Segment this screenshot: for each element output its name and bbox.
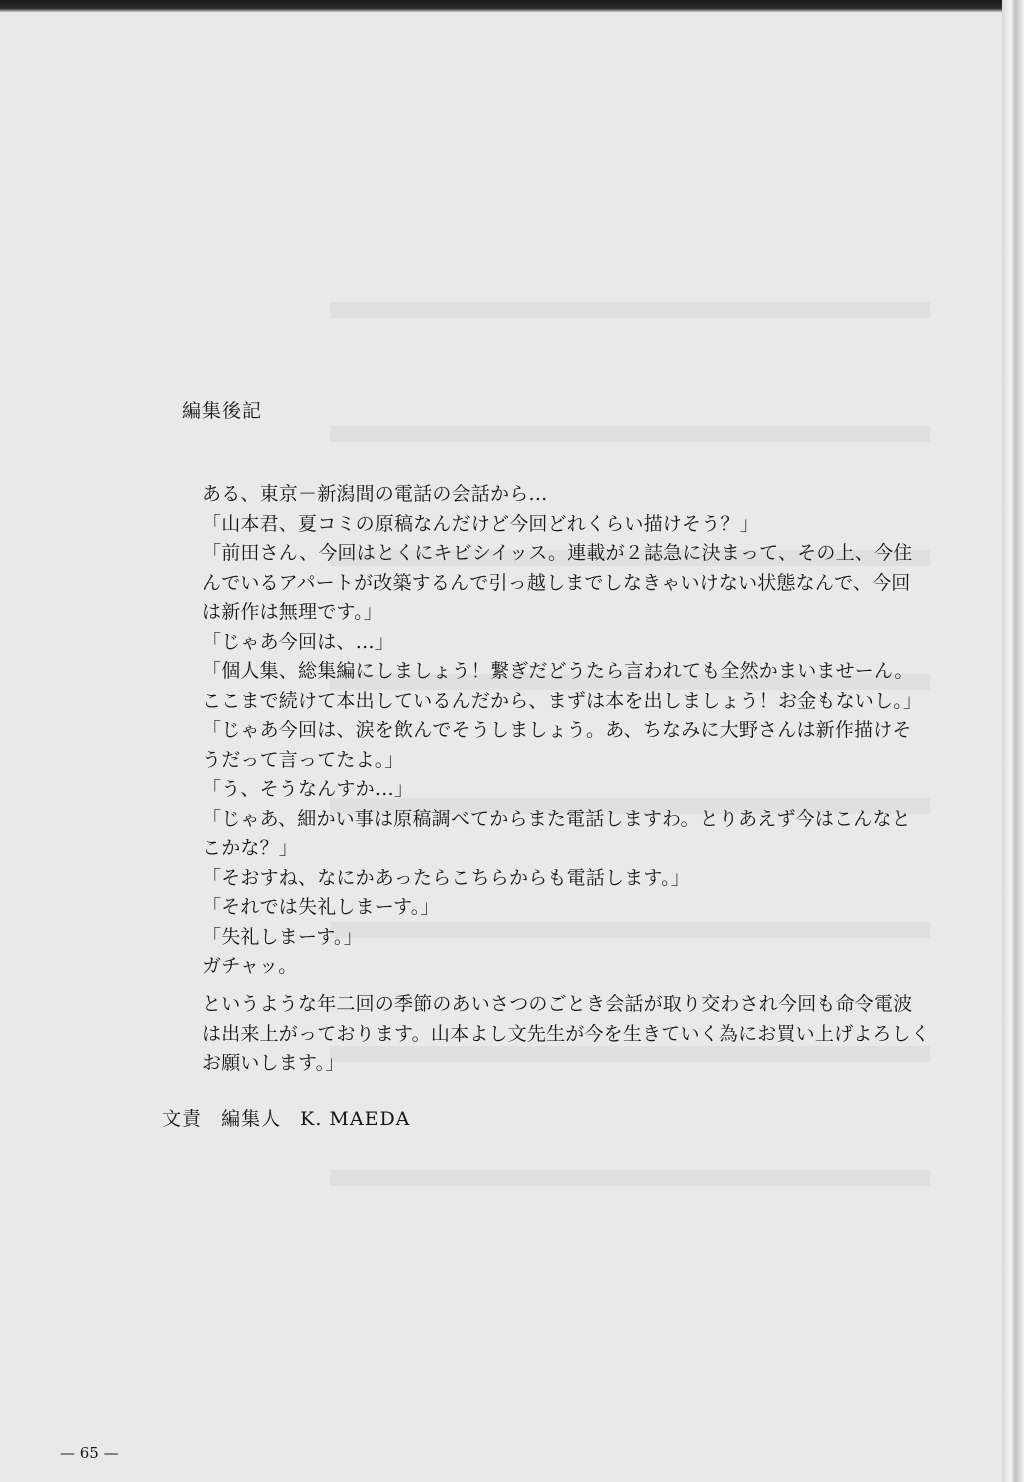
- closing-line: というような年二回の季節のあいさつのごとき会話が取り交わされ今回も命令電波: [202, 993, 913, 1015]
- dialogue-line: は新作は無理です。」: [202, 601, 383, 623]
- dialogue-line: 「じゃあ今回は、…」: [202, 630, 395, 653]
- dialogue-line: ここまで続けて本出しているんだから、まずは本を出しましょう！お金もないし。」: [202, 689, 923, 712]
- dialogue-block: [202, 480, 923, 982]
- dialogue-line: 「じゃあ今回は、涙を飲んでそうしましょう。あ、ちなみに大野さんは新作描けそ: [202, 719, 912, 741]
- page-number: — 65 —: [60, 1444, 119, 1462]
- page-top-edge: [0, 0, 1024, 12]
- page-right-edge: [1002, 0, 1024, 1482]
- dialogue-line: ある、東京－新潟間の電話の会話から…: [202, 483, 548, 505]
- closing-line: お願いします。」: [202, 1052, 345, 1074]
- credit-role: 編集人: [221, 1108, 282, 1130]
- dialogue-line: うだって言ってたよ。」: [202, 748, 404, 771]
- dialogue-line: 「それでは失礼しまーす。」: [202, 896, 440, 918]
- dialogue-line: こかな？」: [202, 837, 299, 859]
- closing-paragraph: [202, 990, 931, 1079]
- dialogue-line: 「そおすね、なにかあったらこちらからも電話します。」: [202, 866, 690, 889]
- dialogue-line: ガチャッ。: [202, 955, 298, 977]
- credit-name: K. MAEDA: [300, 1108, 411, 1130]
- dialogue-line: 「う、そうなんすか…」: [202, 778, 414, 800]
- dialogue-line: 「じゃあ、細かい事は原稿調べてからまた電話しますわ。とりあえず今はこんなと: [202, 807, 911, 830]
- dialogue-line: 「失礼しまーす。」: [202, 925, 363, 948]
- page-heading: 編集後記: [182, 400, 263, 422]
- credit-label: 文責: [162, 1108, 203, 1130]
- dialogue-line: 「山本君、夏コミの原稿なんだけど今回どれくらい描けそう？」: [202, 512, 759, 535]
- dialogue-line: 「個人集、総集編にしましょう！繋ぎだどうたら言われても全然かまいませーん。: [202, 660, 914, 682]
- author-credit: [162, 1104, 422, 1131]
- dialogue-line: 「前田さん、今回はとくにキビシイッス。連載が２誌急に決まって、その上、今住: [202, 542, 913, 564]
- closing-line: は出来上がっております。山本よし文先生が今を生きていく為にお買い上げよろしく: [202, 1022, 931, 1045]
- dialogue-line: んでいるアパートが改築するんで引っ越しまでしなきゃいけない状態なんで、今回: [202, 571, 911, 594]
